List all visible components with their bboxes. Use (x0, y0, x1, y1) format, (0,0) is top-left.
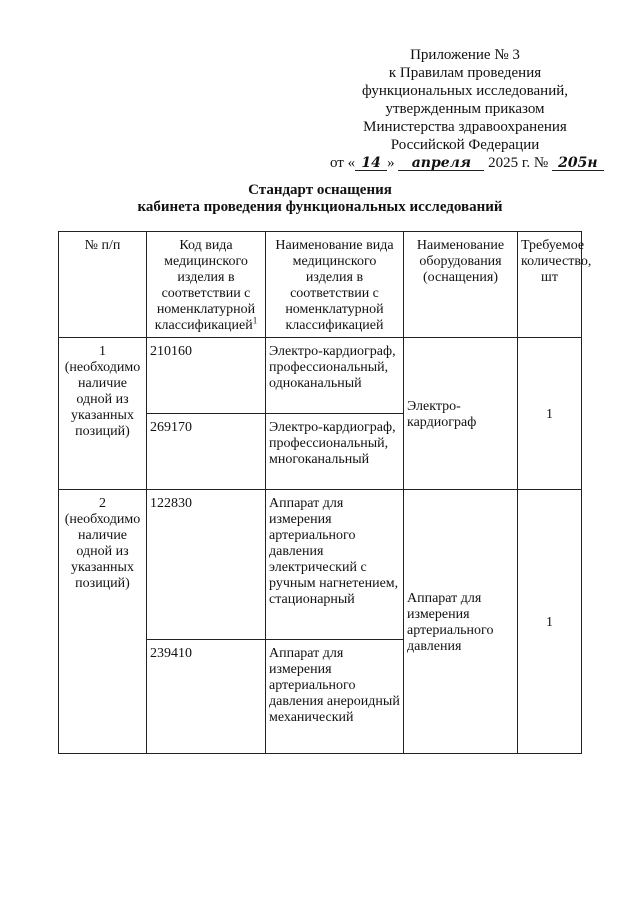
group-number: 1 (необходимо наличие одной из указанных позиций) (59, 338, 147, 490)
header-code-label: Код вида медицинского изделия в соответствии с номенклатурной классификацией (154, 238, 256, 333)
date-day: 14 (355, 156, 387, 171)
title-line: кабинета проведения функциональных исследований (137, 199, 503, 215)
equipment-name: Электро-кардиограф (404, 338, 518, 490)
header-name: Наименование вида медицинского изделия в соответствии с номенклатурной классификацией (266, 232, 404, 338)
appendix-line: к Правилам проведения (388, 65, 542, 81)
quantity: 1 (518, 490, 582, 754)
table-row (59, 490, 582, 640)
header-quantity: Требуемое количество, шт (518, 232, 582, 338)
item-name: Аппарат для измерения артериального давления электрический с ручным нагнетением, стационарный (266, 490, 404, 640)
date-year: 2025 г. № (488, 155, 549, 171)
footnote-mark: 1 (252, 315, 258, 326)
table-row (59, 338, 582, 414)
appendix-block (330, 46, 600, 172)
equipment-table (58, 231, 592, 754)
item-code: 269170 (147, 414, 266, 490)
header-code (147, 232, 266, 338)
appendix-line: Министерства здравоохранения (363, 119, 567, 135)
appendix-line: функциональных исследований, (361, 83, 568, 99)
appendix-line: Приложение № 3 (410, 47, 520, 63)
header-number: № п/п (59, 232, 147, 338)
date-month: апреля (398, 156, 484, 171)
appendix-line: утвержденным приказом (385, 101, 545, 117)
item-code: 122830 (147, 490, 266, 640)
group-number: 2 (необходимо наличие одной из указанных позиций) (59, 490, 147, 754)
appendix-line: Российской Федерации (390, 137, 540, 153)
item-code: 239410 (147, 640, 266, 754)
item-name: Электро-кардиограф, профессиональный, многоканальный (266, 414, 404, 490)
item-name: Электро-кардиограф, профессиональный, одноканальный (266, 338, 404, 414)
quantity: 1 (518, 338, 582, 490)
table-header-row (59, 232, 582, 338)
equipment-name: Аппарат для измерения артериального давления (404, 490, 518, 754)
date-prefix: от « (330, 155, 356, 171)
title-line: Стандарт оснащения (248, 182, 392, 198)
date-quote: » (387, 155, 395, 171)
header-equipment: Наименование оборудования (оснащения) (404, 232, 518, 338)
item-code: 210160 (147, 338, 266, 414)
document-title (0, 182, 640, 216)
appendix-date-line (330, 154, 600, 172)
order-number: 205н (552, 156, 604, 171)
item-name: Аппарат для измерения артериального давления анероидный механический (266, 640, 404, 754)
